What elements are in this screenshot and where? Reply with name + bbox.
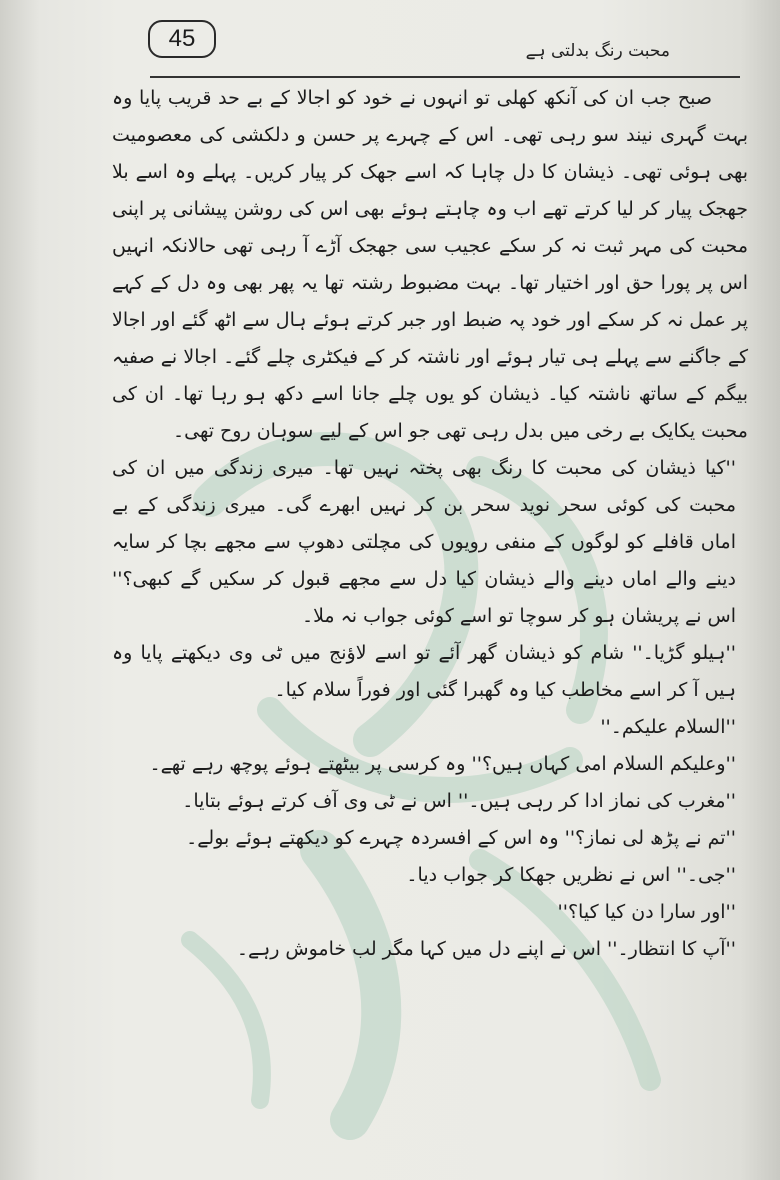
page-number: 45 bbox=[168, 25, 196, 52]
dialogue-line: ''تم نے پڑھ لی نماز؟'' وہ اس کے افسردہ چہرے کو دیکھتے ہوئے بولے۔ bbox=[186, 827, 736, 849]
dialogue-line: ''مغرب کی نماز ادا کر رہی ہیں۔'' اس نے ٹی وی آف کرتے ہوئے بتایا۔ bbox=[182, 790, 736, 812]
paragraph: صبح جب ان کی آنکھ کھلی تو انہوں نے خود کو اجالا کے بے حد قریب پایا وہ بہت گہری نیند سو رہی تھی۔ اس کے چہرے پر حسن و دلکشی کی معصومیت بھی ہوئی تھی۔ ذیشان کا دل چاہا کہ اسے جھک کر پیار کریں۔ پہلے وہ اسے بلا جھجک پیار کر لیا کرتے تھے اب وہ چاہتے ہوئے بھی اس کی روشن پیشانی پر اپنی محبت کی مہر ثبت نہ کر سکے عجیب سی جھجک آڑے آ رہی تھی حالانکہ انہیں اس پر پورا حق اور اختیار تھا۔ بہت مضبوط رشتہ تھا یہ پھر بھی وہ دل کے کہے پر عمل نہ کر سکے اور خود پہ ضبط اور جبر کرتے ہوئے ہال سے اٹھ گئے اور اجالا کے جاگنے سے پہلے ہی تیار ہوئے اور ناشتہ کر کے فیکٹری چلے گئے۔ اجالا نے صفیہ بیگم کے ساتھ ناشتہ کیا۔ ذیشان کو یوں چلے جانا اسے دکھ ہو رہا تھا۔ ان کی محبت یکایک بے رخی میں بدل رہی تھی جو اس کے لیے سوہان روح تھی۔ bbox=[112, 87, 748, 442]
page-number-box bbox=[148, 20, 216, 58]
dialogue-line: ''وعلیکم السلام امی کہاں ہیں؟'' وہ کرسی پر بیٹھتے ہوئے پوچھ رہے تھے۔ bbox=[149, 753, 736, 775]
running-title: محبت رنگ بدلتی ہے bbox=[525, 41, 670, 61]
paragraph: ''ہیلو گڑیا۔'' شام کو ذیشان گھر آئے تو اسے لاؤنج میں ٹی وی دیکھتے پایا وہ ہیں آ کر اسے مخاطب کیا وہ گھبرا گئی اور فوراً سلام کیا۔ bbox=[112, 642, 736, 701]
header-rule bbox=[150, 76, 740, 78]
body-text bbox=[112, 80, 748, 968]
dialogue-line: ''السلام علیکم۔'' bbox=[600, 716, 736, 738]
dialogue-line: ''جی۔'' اس نے نظریں جھکا کر جواب دیا۔ bbox=[406, 864, 736, 886]
paragraph: ''کیا ذیشان کی محبت کا رنگ بھی پختہ نہیں تھا۔ میری زندگی میں ان کی محبت کی کوئی سحر نوید سحر بن کر نہیں ابھرے گی۔ میری زندگی کے بے اماں قافلے کو لوگوں کے منفی رویوں کی مچلتی دھوپ سے مجھے بچا کر سایہ دینے والے اماں دینے والے ذیشان کیا دل سے مجھے قبول کر سکیں گے کبھی؟'' اس نے پریشان ہو کر سوچا تو اسے کوئی جواب نہ ملا۔ bbox=[112, 457, 736, 627]
dialogue-line: ''اور سارا دن کیا کیا؟'' bbox=[557, 901, 736, 923]
dialogue-line: ''آپ کا انتظار۔'' اس نے اپنے دل میں کہا مگر لب خاموش رہے۔ bbox=[236, 938, 736, 960]
